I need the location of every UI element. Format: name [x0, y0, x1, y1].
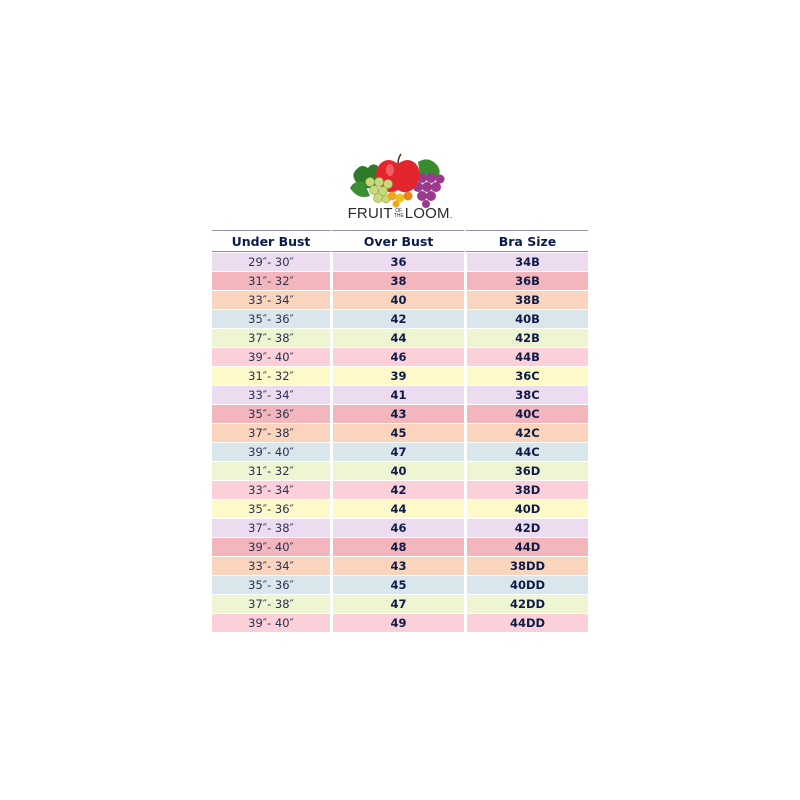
table-row	[212, 404, 588, 423]
table-row	[212, 461, 588, 480]
over-bust-cell: 47	[330, 594, 464, 613]
over-bust-cell: 38	[330, 271, 464, 290]
over-bust-cell: 39	[330, 366, 464, 385]
header-under-bust: Under Bust	[212, 230, 330, 252]
table-row	[212, 366, 588, 385]
under-bust-cell: 39″- 40″	[212, 442, 330, 461]
table-row	[212, 613, 588, 632]
header-over-bust: Over Bust	[330, 230, 464, 252]
over-bust-cell: 45	[330, 423, 464, 442]
table-row	[212, 499, 588, 518]
under-bust-cell: 35″- 36″	[212, 404, 330, 423]
under-bust-cell: 39″- 40″	[212, 613, 330, 632]
table-row	[212, 309, 588, 328]
under-bust-cell: 33″- 34″	[212, 290, 330, 309]
under-bust-cell: 33″- 34″	[212, 480, 330, 499]
over-bust-cell: 46	[330, 518, 464, 537]
over-bust-cell: 42	[330, 309, 464, 328]
under-bust-cell: 33″- 34″	[212, 556, 330, 575]
table-row	[212, 385, 588, 404]
under-bust-cell: 37″- 38″	[212, 423, 330, 442]
bra-size-cell: 44B	[464, 347, 588, 366]
table-row	[212, 518, 588, 537]
over-bust-cell: 36	[330, 252, 464, 271]
bra-size-cell: 40D	[464, 499, 588, 518]
bra-size-cell: 44DD	[464, 613, 588, 632]
over-bust-cell: 44	[330, 499, 464, 518]
under-bust-cell: 31″- 32″	[212, 271, 330, 290]
table-row	[212, 480, 588, 499]
under-bust-cell: 37″- 38″	[212, 328, 330, 347]
bra-size-cell: 38D	[464, 480, 588, 499]
under-bust-cell: 35″- 36″	[212, 499, 330, 518]
over-bust-cell: 40	[330, 290, 464, 309]
over-bust-cell: 40	[330, 461, 464, 480]
table-row	[212, 252, 588, 271]
bra-size-chart	[212, 230, 588, 632]
bra-size-cell: 36D	[464, 461, 588, 480]
bra-size-cell: 42DD	[464, 594, 588, 613]
under-bust-cell: 35″- 36″	[212, 575, 330, 594]
fruit-of-the-loom-logo	[348, 152, 448, 208]
table-row	[212, 423, 588, 442]
bra-size-cell: 36B	[464, 271, 588, 290]
over-bust-cell: 46	[330, 347, 464, 366]
table-row	[212, 290, 588, 309]
bra-size-cell: 34B	[464, 252, 588, 271]
under-bust-cell: 39″- 40″	[212, 347, 330, 366]
table-row	[212, 575, 588, 594]
bra-size-cell: 38C	[464, 385, 588, 404]
under-bust-cell: 37″- 38″	[212, 594, 330, 613]
bra-size-cell: 38DD	[464, 556, 588, 575]
over-bust-cell: 42	[330, 480, 464, 499]
bra-size-cell: 44C	[464, 442, 588, 461]
table-row	[212, 537, 588, 556]
table-row	[212, 594, 588, 613]
bra-size-cell: 42C	[464, 423, 588, 442]
over-bust-cell: 41	[330, 385, 464, 404]
under-bust-cell: 35″- 36″	[212, 309, 330, 328]
bra-size-cell: 44D	[464, 537, 588, 556]
under-bust-cell: 31″- 32″	[212, 461, 330, 480]
over-bust-cell: 44	[330, 328, 464, 347]
bra-size-cell: 40DD	[464, 575, 588, 594]
bra-size-cell: 40C	[464, 404, 588, 423]
under-bust-cell: 29″- 30″	[212, 252, 330, 271]
over-bust-cell: 49	[330, 613, 464, 632]
under-bust-cell: 31″- 32″	[212, 366, 330, 385]
under-bust-cell: 39″- 40″	[212, 537, 330, 556]
bra-size-cell: 38B	[464, 290, 588, 309]
bra-size-cell: 42D	[464, 518, 588, 537]
table-header-row	[212, 230, 588, 252]
under-bust-cell: 33″- 34″	[212, 385, 330, 404]
bra-size-cell: 40B	[464, 309, 588, 328]
table-row	[212, 271, 588, 290]
over-bust-cell: 43	[330, 556, 464, 575]
table-row	[212, 442, 588, 461]
over-bust-cell: 47	[330, 442, 464, 461]
header-bra-size: Bra Size	[464, 230, 588, 252]
over-bust-cell: 48	[330, 537, 464, 556]
table-row	[212, 347, 588, 366]
under-bust-cell: 37″- 38″	[212, 518, 330, 537]
over-bust-cell: 45	[330, 575, 464, 594]
over-bust-cell: 43	[330, 404, 464, 423]
bra-size-cell: 36C	[464, 366, 588, 385]
table-row	[212, 328, 588, 347]
bra-size-cell: 42B	[464, 328, 588, 347]
brand-wordmark: FRUIT OF THE LOOM.	[347, 205, 453, 222]
table-row	[212, 556, 588, 575]
